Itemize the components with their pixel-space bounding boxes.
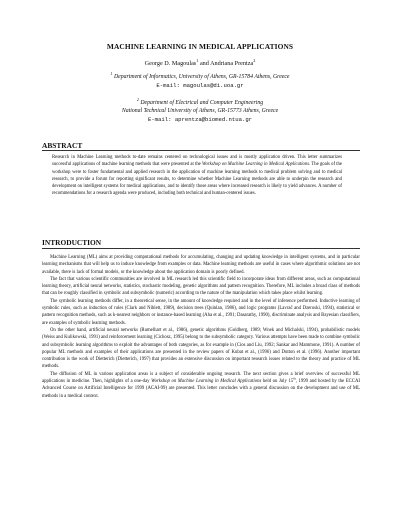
affiliation-1 (0, 73, 400, 81)
abstract-text-run: Workshop on Machine Learning in Medical Applications (202, 162, 310, 168)
author-1-sup: 1 (196, 57, 199, 63)
introduction-text-run: , 1999 and hosted by the ECCAI Advanced Course on Artificial Intelligence for 1999 (ACAI-99) are presented. This letter concludes with a general discussion on the development and use of ML methods in a medical context. (42, 379, 360, 399)
introduction-body (42, 254, 360, 400)
introduction-text-run: The fact that various scientific communities are involved in ML research led this scientific field to incorporate ideas from different areas, such as computational learning theory, artificial neural networks, statistics, stochastic modeling, genetic algorithms and pattern recognition. Therefore, ML includes a broad class of methods that can be roughly classified in symbolic and subsymbolic (numeric) according to the nature of the manipulation which takes place whilst learning. (42, 276, 360, 297)
paper-title: MACHINE LEARNING IN MEDICAL APPLICATIONS (106, 42, 294, 51)
introduction-text-run: held on July 15 (261, 379, 294, 385)
affiliation-2-sup: 2 (136, 97, 139, 103)
abstract-rule (42, 150, 360, 151)
introduction-text-run: The symbolic learning methods differ, in a theoretical sense, in the amount of knowledge required and in the level of inference performed. Inductive learning of symbolic rules, such as induction of rules (Clark and Niblett, 1989), decision trees (Quinlan, 1986), and logic programs (Lavrač and Dzeroski, 1994), statistical or pattern recognition methods, such as k-nearest neighbors or instance-based learning (Aha et al., 1991; Dasarathy, 1990), discriminate analysis and Bayesian classifiers, are examples of symbolic learning methods. (42, 298, 360, 326)
introduction-text-run: The diffusion of ML in various application areas is a subject of considerable ongoing research. The next section gives a brief overview of successful ML applications in medicine. Then, highlights of a one-day (42, 371, 360, 385)
introduction-text-run: Workshop on Machine Learning in Medical Applications (151, 379, 262, 385)
introduction-text-run: Machine Learning (ML) aims at providing computational methods for accumulating, changing and updating knowledge in intelligent systems, and in particular learning mechanisms that will help us to induce knowledge from examples or data. Machine learning methods are useful in cases where algorithmic solutions are not available, there is lack of formal models, or the knowledge about the application domain is poorly defined. (42, 255, 360, 275)
author-1: George D. Magoulas (144, 60, 197, 67)
introduction-paragraph (42, 254, 360, 276)
affiliation-2-line-1 (0, 99, 400, 107)
affiliation-1-sup: 1 (110, 71, 113, 77)
author-line (0, 57, 400, 67)
introduction-paragraph (42, 298, 360, 327)
introduction-paragraph (42, 276, 360, 298)
introduction-heading: INTRODUCTION (42, 238, 102, 247)
affiliation-2-line-1-text: Department of Electrical and Computer Engineering (140, 100, 264, 106)
affiliation-2 (0, 99, 400, 116)
author-2: Andriana Prentza (210, 60, 254, 67)
abstract-text-run: . The goals of the workshop were to foster fundamental and applied research in the application of machine learning methods to medical problem solving and to medical research, to provide a forum for reporting significant results, to determine whether Machine Learning methods are able to underpin the research and development on intelligent systems for medical applications, and to identify those areas where increased research is likely to yield advances. A number of recommendations for a research agenda were produced, including both technical and human-centered issues. (52, 162, 342, 197)
affiliation-1-email: E-mail: magoulas@di.uoa.gr (156, 82, 244, 89)
abstract-heading: ABSTRACT (42, 141, 83, 150)
abstract-text-run: Research in Machine Learning methods to-date remains centered on technological issues and is mostly application driven. This letter summarizes successful applications of machine learning methods that were presented at the (52, 155, 342, 168)
affiliation-2-email: E-mail: aprentza@biomed.ntua.gr (147, 116, 253, 123)
affiliation-1-line: Department of Informatics, University of Athens, GR-15784 Athens, Greece (113, 74, 290, 80)
introduction-rule (42, 248, 360, 249)
author-2-sup: 2 (253, 57, 256, 63)
author-conjunction: and (198, 60, 211, 67)
introduction-paragraph (42, 371, 360, 400)
introduction-text-run: th (293, 376, 296, 381)
introduction-text-run: On the other hand, artificial neural networks (Rumelhart et al., 1986), genetic algorithms (Goldberg, 1989; Wnek and Michalski, 1994), probabilistic models (Weiss and Kulikowski, 1991) and reinforcement learning (Cichosz, 1995) belong to the subsymbolic category. Various attempts have been made to combine symbolic and subsymbolic learning algorithms to exploit the advantages of both categories, as for example in (Cios and Liu, 1992; Sankar and Mammone, 1991). A number of popular ML methods and examples of their applications are presented in the review papers of Kubat et al., (1996) and Dutton et al. (1996). Another important contribution is the work of Dietterich (Dietterich, 1997) that provides an extensive discussion on important research issues related to the theory and practice of ML methods. (42, 327, 360, 370)
abstract-body (52, 154, 342, 198)
introduction-paragraph (42, 327, 360, 371)
affiliation-2-line-2: National Technical University of Athens, GR-15773 Athens, Greece (121, 108, 279, 115)
